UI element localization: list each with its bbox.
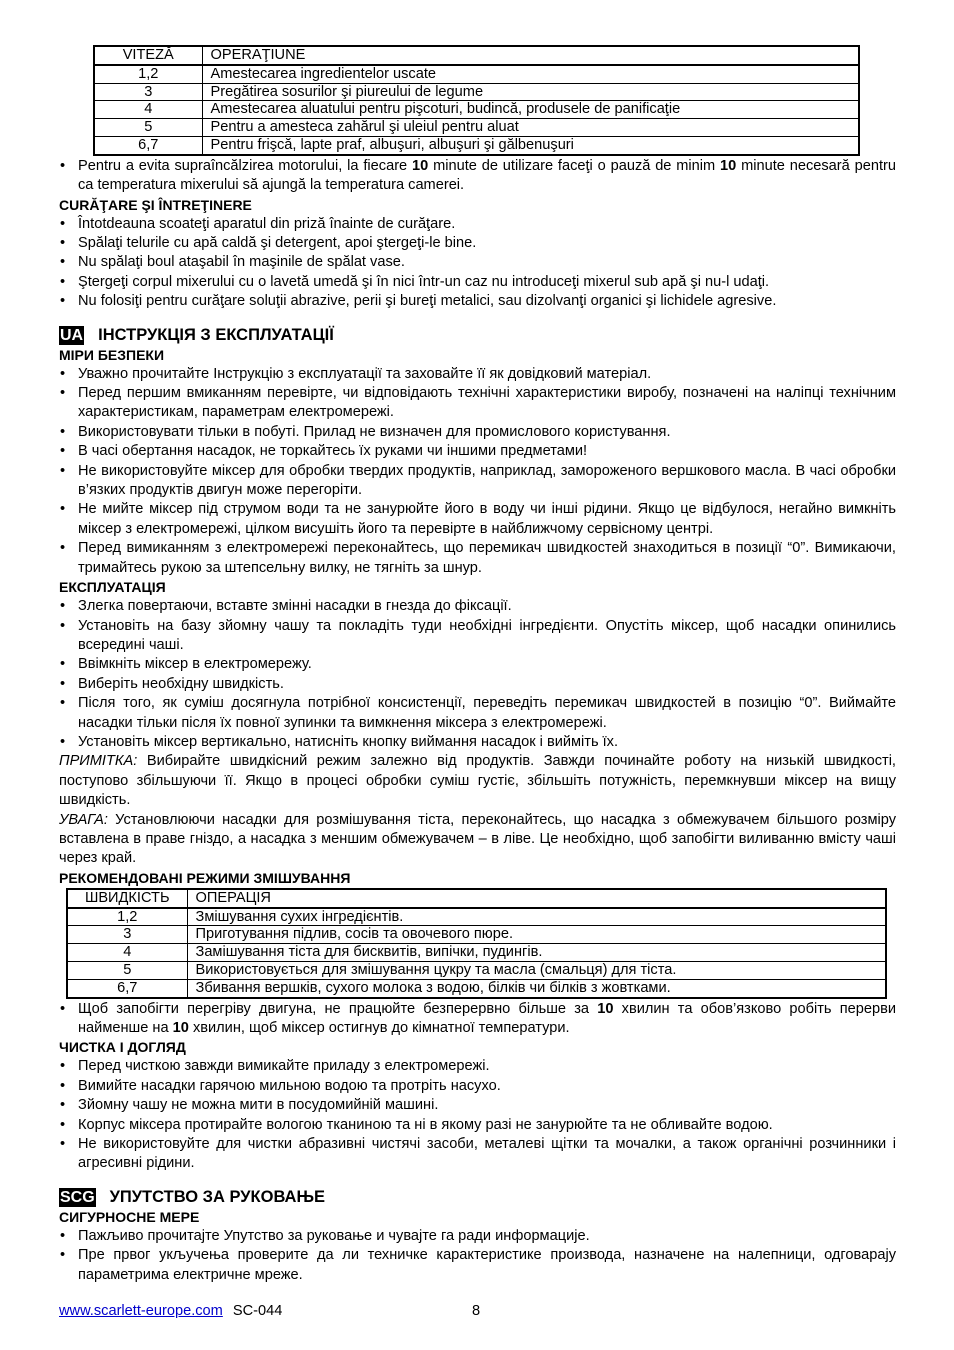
scg-safety-heading: СИГУРНОСНЕ МЕРЕ: [59, 1208, 200, 1225]
table-header-cell: ШВИДКІСТЬ: [67, 889, 187, 908]
list-item: • Установіть міксер вертикально, натисніть кнопку виймання насадок і вийміть їх.: [59, 733, 896, 752]
list-item: • Ştergeţi corpul mixerului cu o lavetă umedă şi în nici într-un caz nu introduceţi mixerul sub apă şi nu-l udaţi.: [59, 273, 896, 292]
ro-cleaning-list: [59, 215, 896, 312]
list-item: • Пажљиво прочитајте Упутство за руковање и чувајте га ради информације.: [59, 1227, 896, 1246]
ro-cleaning-heading: CURĂŢARE ŞI ÎNTREŢINERE: [59, 196, 252, 213]
ua-usage-heading: ЕКСПЛУАТАЦІЯ: [59, 579, 166, 596]
list-item: • Після того, як суміш досягнула потрібної консистенції, переведіть перемикач швидкостей в позицію “0”. Виймайте насадки тільки після їх повної зупинки та вимкнення міксера з електромережі.: [59, 694, 896, 733]
section-title: УПУТСТВО ЗА РУКОВАЊЕ: [109, 1187, 325, 1206]
table-row: [94, 65, 859, 83]
list-item: • Перед чисткою завжди вимикайте приладу з електромережі.: [59, 1057, 896, 1076]
note-label: ПРИМІТКА:: [59, 753, 138, 770]
scg-safety-list: [59, 1227, 896, 1285]
list-item: • Використовувати тільки в побуті. Прилад не визначен для промислового користування.: [59, 423, 896, 442]
list-item: • Вимийте насадки гарячою мильною водою та протріть насухо.: [59, 1077, 896, 1096]
operation-cell: Amestecarea aluatului pentru pişcoturi, budincă, produsele de panificaţie: [202, 101, 859, 119]
ua-overheat-list: [59, 1000, 896, 1039]
list-item: • Не використовуйте для чистки абразивні чистячі засоби, металеві щітки та мочалки, а також органічні розчинники і агресивні рідини.: [59, 1135, 896, 1174]
ro-overheat-list: [59, 157, 896, 196]
operation-cell: Змішування сухих інгредієнтів.: [187, 908, 886, 926]
list-item: • Spălaţi telurile cu apă caldă şi detergent, apoi ştergeţi-le bine.: [59, 234, 896, 253]
operation-cell: Pregătirea sosurilor şi piureului de legume: [202, 83, 859, 101]
table-header-cell: ОПЕРАЦІЯ: [187, 889, 886, 908]
list-item: • Pentru a evita supraîncălzirea motorului, la fiecare 10 minute de utilizare faceţi o pauză de minim 10 minute necesară pentru ca temperatura mixerului să ajungă la temperatura camerei.: [59, 157, 896, 196]
ro-speed-table: [93, 45, 860, 156]
ua-usage-list: [59, 597, 896, 752]
section-title: ІНСТРУКЦІЯ З ЕКСПЛУАТАЦІЇ: [98, 325, 334, 344]
language-badge: SCG: [60, 1188, 95, 1206]
warning-label: УВАГА:: [59, 811, 108, 828]
ua-care-heading: ЧИСТКА І ДОГЛЯД: [59, 1039, 186, 1056]
speed-cell: 5: [94, 119, 202, 137]
operation-cell: Pentru frişcă, lapte praf, albuşuri, albuşuri şi gălbenuşuri: [202, 136, 859, 154]
scg-section-header: [59, 1187, 896, 1208]
page-footer: [59, 1303, 481, 1319]
list-item: • Уважно прочитайте Інструкцію з експлуатації та заховайте її як довідковий матеріал.: [59, 365, 896, 384]
speed-cell: 3: [67, 926, 187, 944]
list-item: • Întotdeauna scoateţi aparatul din priză înainte de curăţare.: [59, 215, 896, 234]
ua-speed-table: [66, 888, 887, 999]
ua-modes-heading: РЕКОМЕНДОВАНІ РЕЖИМИ ЗМІШУВАННЯ: [59, 869, 351, 886]
speed-cell: 1,2: [67, 908, 187, 926]
ua-safety-list: [59, 365, 896, 578]
list-item: • Nu folosiţi pentru curăţare soluţii abrazive, perii şi bureţi metalici, sau dizolvanţi organici şi lichidele agresive.: [59, 292, 896, 311]
table-header-cell: OPERAŢIUNE: [202, 46, 859, 65]
table-row: [67, 979, 886, 997]
speed-cell: 6,7: [94, 136, 202, 154]
list-item: • Злегка повертаючи, вставте змінні насадки в гнезда до фіксації.: [59, 597, 896, 616]
speed-cell: 5: [67, 961, 187, 979]
table-row: [94, 136, 859, 154]
table-row: [67, 961, 886, 979]
operation-cell: Замішування тіста для бисквитів, випічки, пудингів.: [187, 944, 886, 962]
table-row: [67, 944, 886, 962]
table-row: [67, 926, 886, 944]
language-badge: UA: [60, 326, 84, 344]
list-item: • Зйомну чашу не можна мити в посудомийній машині.: [59, 1096, 896, 1115]
list-item: • Виберіть необхідну швидкість.: [59, 675, 896, 694]
ua-note: ПРИМІТКА: Вибирайте швидкісний режим залежно від продуктів. Завжди починайте роботу на низькій швидкості, поступово збільшуючи її. Якщо в процесі обробки суміш густіє, збільшіть потужність, перемкнувши міксер на вищу швидкість.: [59, 753, 896, 809]
list-item: • Не мийте міксер під струмом води та не занурюйте його в воду чи інші рідини. Якщо це відбулося, негайно вимкніть міксер з електромережі, цілком висушіть його та перевірте в найближчому сервісному центрі.: [59, 500, 896, 539]
ua-section-header: [59, 325, 896, 346]
page-number: 8: [472, 1303, 481, 1319]
list-item: • Не використовуйте міксер для обробки твердих продуктів, наприклад, замороженого вершкового масла. В часі обробки в’язких продуктів двигун може перегоріти.: [59, 462, 896, 501]
speed-cell: 6,7: [67, 979, 187, 997]
list-item: • Щоб запобігти перегріву двигуна, не працюйте безперервно більше за 10 хвилин та обов’язково робіть перерви найменше на 10 хвилин, щоб міксер остигнув до кімнатної температури.: [59, 1000, 896, 1039]
table-row: [94, 101, 859, 119]
list-item: • Nu spălaţi boul ataşabil în maşinile de spălat vase.: [59, 253, 896, 272]
table-row: [67, 908, 886, 926]
operation-cell: Збивання вершків, сухого молока з водою, білків чи білків з жовтками.: [187, 979, 886, 997]
table-row: [94, 119, 859, 137]
operation-cell: Використовується для змішування цукру та масла (смальця) для тіста.: [187, 961, 886, 979]
table-header-cell: VITEZĂ: [94, 46, 202, 65]
list-item: • В часі обертання насадок, не торкайтесь їх руками чи іншими предметами!: [59, 442, 896, 461]
list-item: • Перед вимиканням з електромережі переконайтесь, що перемикач швидкостей знаходиться в позиції “0”. Вимикаючи, тримайтесь рукою за штепсельну вилку, не тягніть за шнур.: [59, 539, 896, 578]
document-page: [59, 45, 896, 1285]
website-link[interactable]: www.scarlett-europe.com: [59, 1303, 223, 1319]
table-header-row: [67, 889, 886, 908]
ua-care-list: [59, 1057, 896, 1173]
ua-safety-heading: МІРИ БЕЗПЕКИ: [59, 346, 165, 363]
model-number: SC-044: [232, 1303, 283, 1319]
operation-cell: Amestecarea ingredientelor uscate: [202, 65, 859, 83]
list-item: • Установіть на базу зйомну чашу та покладіть туди необхідні інгредієнти. Опустіть міксер, щоб насадки опинились всередині чаші.: [59, 617, 896, 656]
list-item: • Пре првог укључења проверите да ли техничке карактеристике производа, назначене на налепници, одговарају параметрима електричне мреже.: [59, 1246, 896, 1285]
speed-cell: 4: [94, 101, 202, 119]
operation-cell: Приготування підлив, сосів та овочевого пюре.: [187, 926, 886, 944]
list-item: • Перед першим вмиканням перевірте, чи відповідають технічні характеристики виробу, позначені на наліпці технічним характеристикам, параметрам електромережі.: [59, 384, 896, 423]
speed-cell: 3: [94, 83, 202, 101]
ua-warning: УВАГА: Установлюючи насадки для розмішування тіста, переконайтесь, що насадка з обмежувачем більшого розміру вставлена в праве гніздо, а насадка з меншим обмежувачем – в ліве. Це необхідно, щоб запобігти виливанню вмісту чаші через край.: [59, 811, 896, 867]
speed-cell: 1,2: [94, 65, 202, 83]
list-item: • Ввімкніть міксер в електромережу.: [59, 655, 896, 674]
list-item: • Корпус міксера протирайте вологою тканиною та ні в якому разі не занурюйте та не обливайте водою.: [59, 1116, 896, 1135]
operation-cell: Pentru a amesteca zahărul şi uleiul pentru aluat: [202, 119, 859, 137]
table-header-row: [94, 46, 859, 65]
table-row: [94, 83, 859, 101]
speed-cell: 4: [67, 944, 187, 962]
